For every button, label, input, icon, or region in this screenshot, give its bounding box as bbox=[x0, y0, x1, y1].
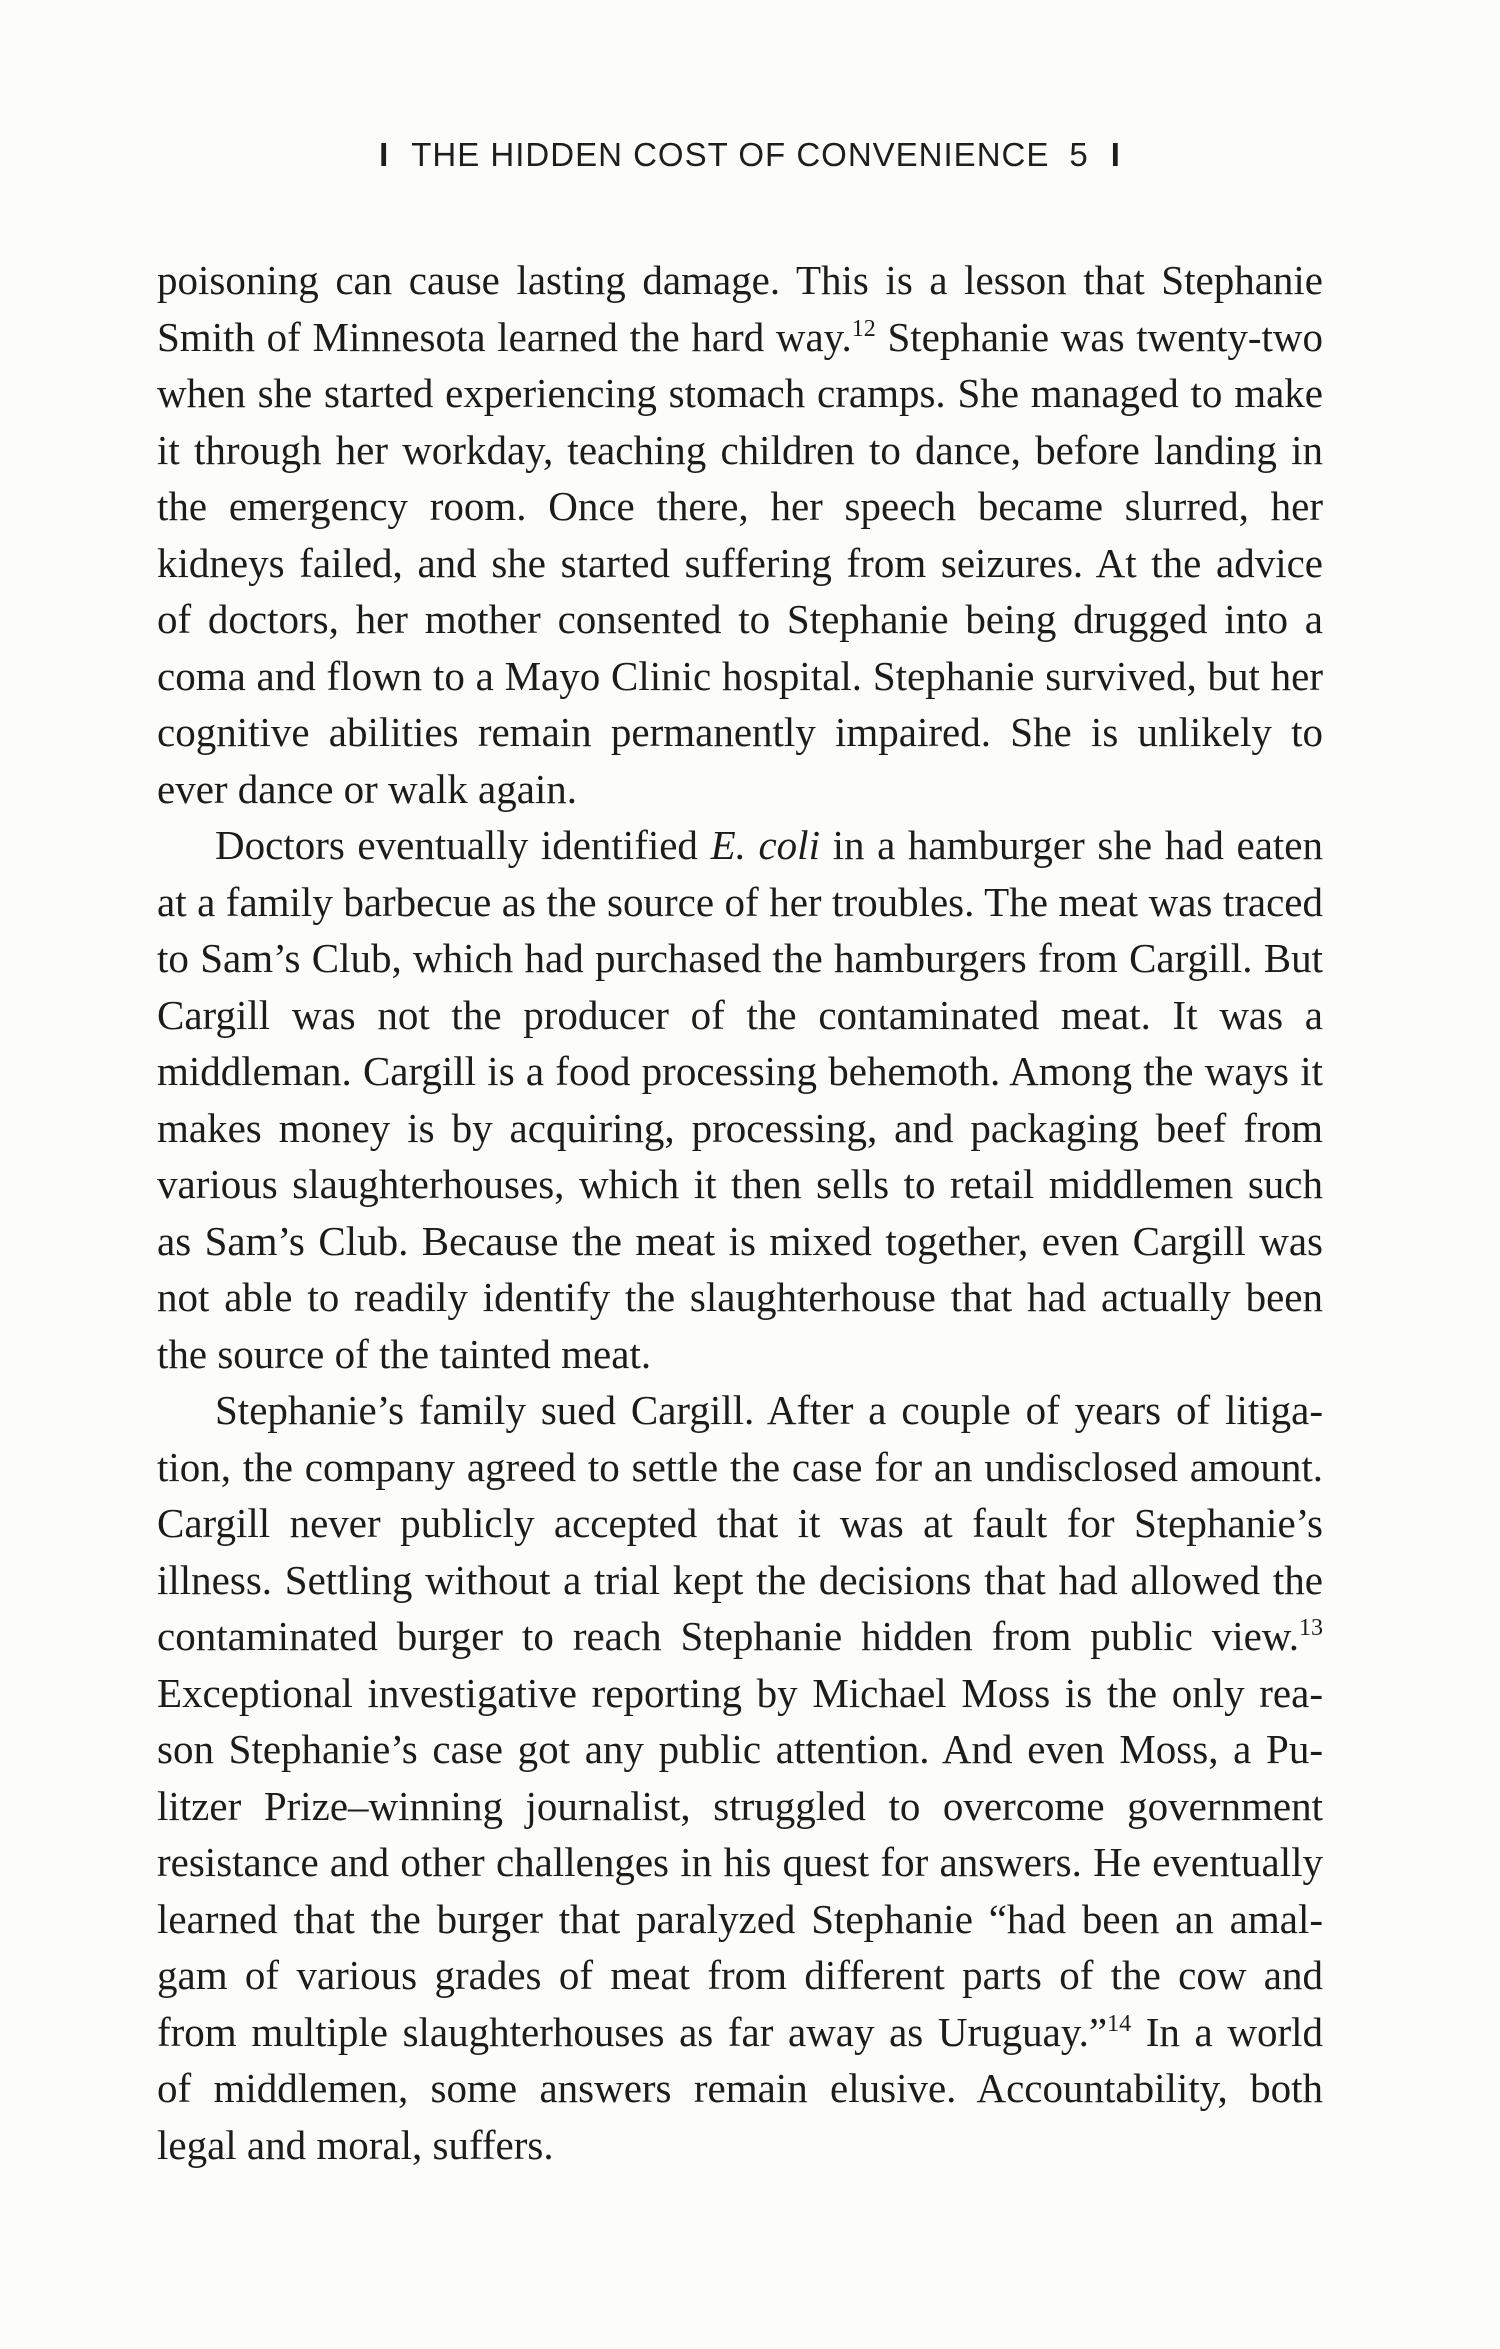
footnote-ref-13: 13 bbox=[1299, 1615, 1323, 1641]
header-bar-right: I bbox=[1110, 136, 1121, 173]
body-text bbox=[157, 252, 1323, 2173]
paragraph-2-text-1: Doctors eventually identified bbox=[215, 822, 711, 868]
running-header bbox=[0, 136, 1500, 174]
paragraph-3-text-2: Exceptional investigative reporting by Michael Moss is the only reason Stephanie’s case got any public attention. And even Moss, a Pulitzer Prize–winning journalist, struggled to overcome government resistance and other challenges in his quest for answers. He eventually learned that the burger that paralyzed Stephanie “had been an amalgam of various grades of meat from different parts of the cow and from multiple slaughterhouses as far away as Uruguay.” bbox=[157, 1669, 1323, 2055]
page-number: 5 bbox=[1069, 136, 1089, 173]
paragraph-2-text-2: in a hamburger she had eaten at a family barbecue as the source of her troubles. The meat was traced to Sam’s Club, which had purchased the hamburgers from Cargill. But Cargill was not the producer of the contaminated meat. It was a middleman. Cargill is a food processing behemoth. Among the ways it makes money is by acquiring, processing, and packaging beef from various slaughterhouses, which it then sells to retail middlemen such as Sam’s Club. Because the meat is mixed together, even Cargill was not able to readily identify the slaughterhouse that had actually been the source of the tainted meat. bbox=[157, 822, 1323, 1377]
paragraph-1-text-2: Stephanie was twenty-two when she started experiencing stomach cramps. She managed to make it through her workday, teaching children to dance, before landing in the emergency room. Once there, her speech became slurred, her kidneys failed, and she started suffering from seizures. At the advice of doctors, her mother consented to Stephanie being drugged into a coma and flown to a Mayo Clinic hospital. Stephanie survived, but her cognitive abilities remain permanently impaired. She is unlikely to ever dance or walk again. bbox=[157, 313, 1323, 812]
paragraph-3-text-1: Stephanie’s family sued Cargill. After a couple of years of litigation, the company agreed to settle the case for an undisclosed amount. Cargill never publicly accepted that it was at fault for Stephanie’s illness. Settling without a trial kept the decisions that had allowed the contaminated burger to reach Stephanie hidden from public view. bbox=[157, 1387, 1323, 1659]
paragraph-3 bbox=[157, 1382, 1323, 2173]
paragraph-1 bbox=[157, 252, 1323, 817]
footnote-ref-12: 12 bbox=[851, 315, 876, 342]
paragraph-2-italic-ecoli: E. coli bbox=[710, 822, 820, 868]
paragraph-2 bbox=[157, 817, 1323, 1382]
paragraph-3-text-3: In a world of middlemen, some answers remain elusive. Accountability, both legal and moral, suffers. bbox=[157, 2008, 1323, 2168]
header-bar-left: I bbox=[379, 136, 390, 173]
footnote-ref-14: 14 bbox=[1107, 2010, 1132, 2037]
header-title: THE HIDDEN COST OF CONVENIENCE bbox=[411, 136, 1050, 173]
paragraph-1-text-1: poisoning can cause lasting damage. This is a lesson that Stephanie Smith of Minnesota learned the hard way. bbox=[157, 257, 1323, 360]
